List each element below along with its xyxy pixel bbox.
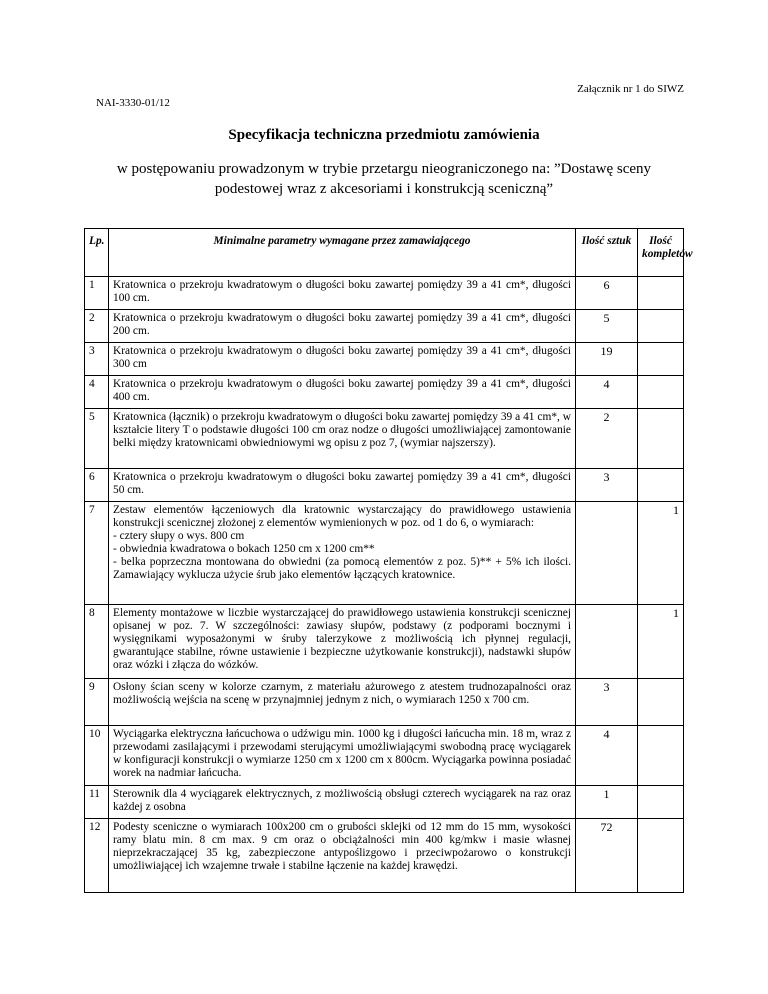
row-qty: 19 — [576, 343, 638, 376]
row-description-intro: Zestaw elementów łączeniowych dla kratownic wystarczający do prawidłowego ustawienia konstrukcji scenicznej złożonej z elementów wymienionych w poz. od 1 do 6, o wymiarach: — [113, 504, 571, 529]
row-qty: 72 — [576, 819, 638, 893]
row-lp: 8 — [85, 605, 109, 679]
row-sets — [638, 409, 684, 469]
row-lp: 2 — [85, 310, 109, 343]
header-qty: Ilość sztuk — [576, 229, 638, 277]
row-description: Kratownica o przekroju kwadratowym o długości boku zawartej pomiędzy 39 a 41 cm*, długości 50 cm. — [109, 469, 576, 502]
row-description-item: - obwiednia kwadratowa o bokach 1250 cm x 1200 cm** — [113, 543, 375, 555]
table-row — [85, 376, 684, 409]
annex-label: Załącznik nr 1 do SIWZ — [577, 83, 684, 95]
specification-table — [84, 228, 693, 893]
row-description: Podesty sceniczne o wymiarach 100x200 cm o grubości sklejki od 12 mm do 15 mm, wysokości ramy blatu min. 8 cm max. 9 cm oraz o obciążalności min 400 kg/mkw i masie własnej nieprzekraczającej 35 kg, zabezpieczone antypoślizgowo i przeciwpożarowo o konstrukcji umożliwiającej ich wzajemne trwałe i stabilne łączenie na każdej krawędzi. — [109, 819, 576, 893]
row-lp: 10 — [85, 726, 109, 786]
row-sets — [638, 343, 684, 376]
row-sets: 1 — [638, 502, 684, 605]
row-qty: 6 — [576, 277, 638, 310]
row-sets — [638, 679, 684, 726]
row-description: Kratownica o przekroju kwadratowym o długości boku zawartej pomiędzy 39 a 41 cm*, długości 300 cm — [109, 343, 576, 376]
table-row — [85, 502, 684, 605]
row-sets: 1 — [638, 605, 684, 679]
table-row — [85, 679, 684, 726]
row-qty: 3 — [576, 469, 638, 502]
row-description: Kratownica o przekroju kwadratowym o długości boku zawartej pomiędzy 39 a 41 cm*, długości 100 cm. — [109, 277, 576, 310]
row-sets — [638, 310, 684, 343]
row-lp: 9 — [85, 679, 109, 726]
row-description: Wyciągarka elektryczna łańcuchowa o udźwigu min. 1000 kg i długości łańcucha min. 18 m, wraz z przewodami zasilającymi i przewodami sterującymi umożliwiającymi swobodną pracę wyciągarek w konfiguracji konstrukcji o wymiarze 1250 cm x 1200 cm x 800cm. Wyciągarka powinna posiadać worek na nadmiar łańcucha. — [109, 726, 576, 786]
row-qty: 4 — [576, 376, 638, 409]
row-qty: 2 — [576, 409, 638, 469]
header-lp: Lp. — [85, 229, 109, 277]
row-lp: 1 — [85, 277, 109, 310]
row-lp: 6 — [85, 469, 109, 502]
table-row — [85, 469, 684, 502]
row-qty: 3 — [576, 679, 638, 726]
row-sets — [638, 376, 684, 409]
row-lp: 12 — [85, 819, 109, 893]
table-row — [85, 343, 684, 376]
table-row — [85, 726, 684, 786]
row-sets — [638, 819, 684, 893]
row-description-item: - cztery słupy o wys. 800 cm — [113, 530, 245, 542]
table-row — [85, 277, 684, 310]
header-sets: Ilość kompletów — [638, 229, 684, 277]
document-title: Specyfikacja techniczna przedmiotu zamówienia — [228, 127, 540, 143]
header-params: Minimalne parametry wymagane przez zamawiającego — [109, 229, 576, 277]
row-lp: 4 — [85, 376, 109, 409]
row-description: Sterownik dla 4 wyciągarek elektrycznych, z możliwością obsługi czterech wyciągarek na raz oraz każdej z osobna — [109, 786, 576, 819]
row-description: Kratownica o przekroju kwadratowym o długości boku zawartej pomiędzy 39 a 41 cm*, długości 200 cm. — [109, 310, 576, 343]
row-lp: 3 — [85, 343, 109, 376]
table-row — [85, 786, 684, 819]
row-sets — [638, 726, 684, 786]
row-qty: 1 — [576, 786, 638, 819]
row-description: Osłony ścian sceny w kolorze czarnym, z materiału ażurowego z atestem trudnozapalności oraz możliwością wejścia na scenę w przynajmniej jednym z nich, o wymiarach 1250 x 700 cm. — [109, 679, 576, 726]
row-qty: 4 — [576, 726, 638, 786]
row-description: Elementy montażowe w liczbie wystarczającej do prawidłowego ustawienia konstrukcji scenicznej opisanej w poz. 7. W szczególności: zawiasy słupów, podstawy (z podporami bocznymi i wysięgnikami wyposażonymi w śruby talerzykowe z możliwością ich płynnej regulacji, gwarantujące stabilne, równe ustawienie i bezpieczne użytkowanie konstrukcji), nadstawki słupów oraz wózki i złącza do wózków. — [109, 605, 576, 679]
table-row — [85, 819, 684, 893]
row-sets — [638, 469, 684, 502]
row-description: Kratownica (łącznik) o przekroju kwadratowym o długości boku zawartej pomiędzy 39 a 41 cm*, w kształcie litery T o podstawie długości 100 cm oraz nodze o długości umożliwiającej zamontowanie belki między kratownicami obwiedniowymi wg opisu z poz 7, (wymiar najszerszy). — [109, 409, 576, 469]
row-sets — [638, 786, 684, 819]
row-lp: 5 — [85, 409, 109, 469]
document-subtitle: w postępowaniu prowadzonym w trybie przetargu nieograniczonego na: ”Dostawę sceny podestowej wraz z akcesoriami i konstrukcją sceniczną” — [116, 161, 652, 197]
row-lp: 7 — [85, 502, 109, 605]
table-row — [85, 605, 684, 679]
table-row — [85, 310, 684, 343]
row-qty — [576, 502, 638, 605]
row-qty — [576, 605, 638, 679]
row-sets — [638, 277, 684, 310]
reference-number: NAI-3330-01/12 — [96, 97, 170, 109]
row-description-item: - belka poprzeczna montowana do obwiedni (za pomocą elementów z poz. 5)** + 5% ich ilości. Zamawiający wyklucza użycie śrub jako elementów łączących kratownice. — [113, 556, 571, 581]
row-description: Kratownica o przekroju kwadratowym o długości boku zawartej pomiędzy 39 a 41 cm*, długości 400 cm. — [109, 376, 576, 409]
table-row — [85, 409, 684, 469]
row-qty: 5 — [576, 310, 638, 343]
table-header-row — [85, 229, 684, 277]
row-lp: 11 — [85, 786, 109, 819]
row-description — [109, 502, 576, 605]
